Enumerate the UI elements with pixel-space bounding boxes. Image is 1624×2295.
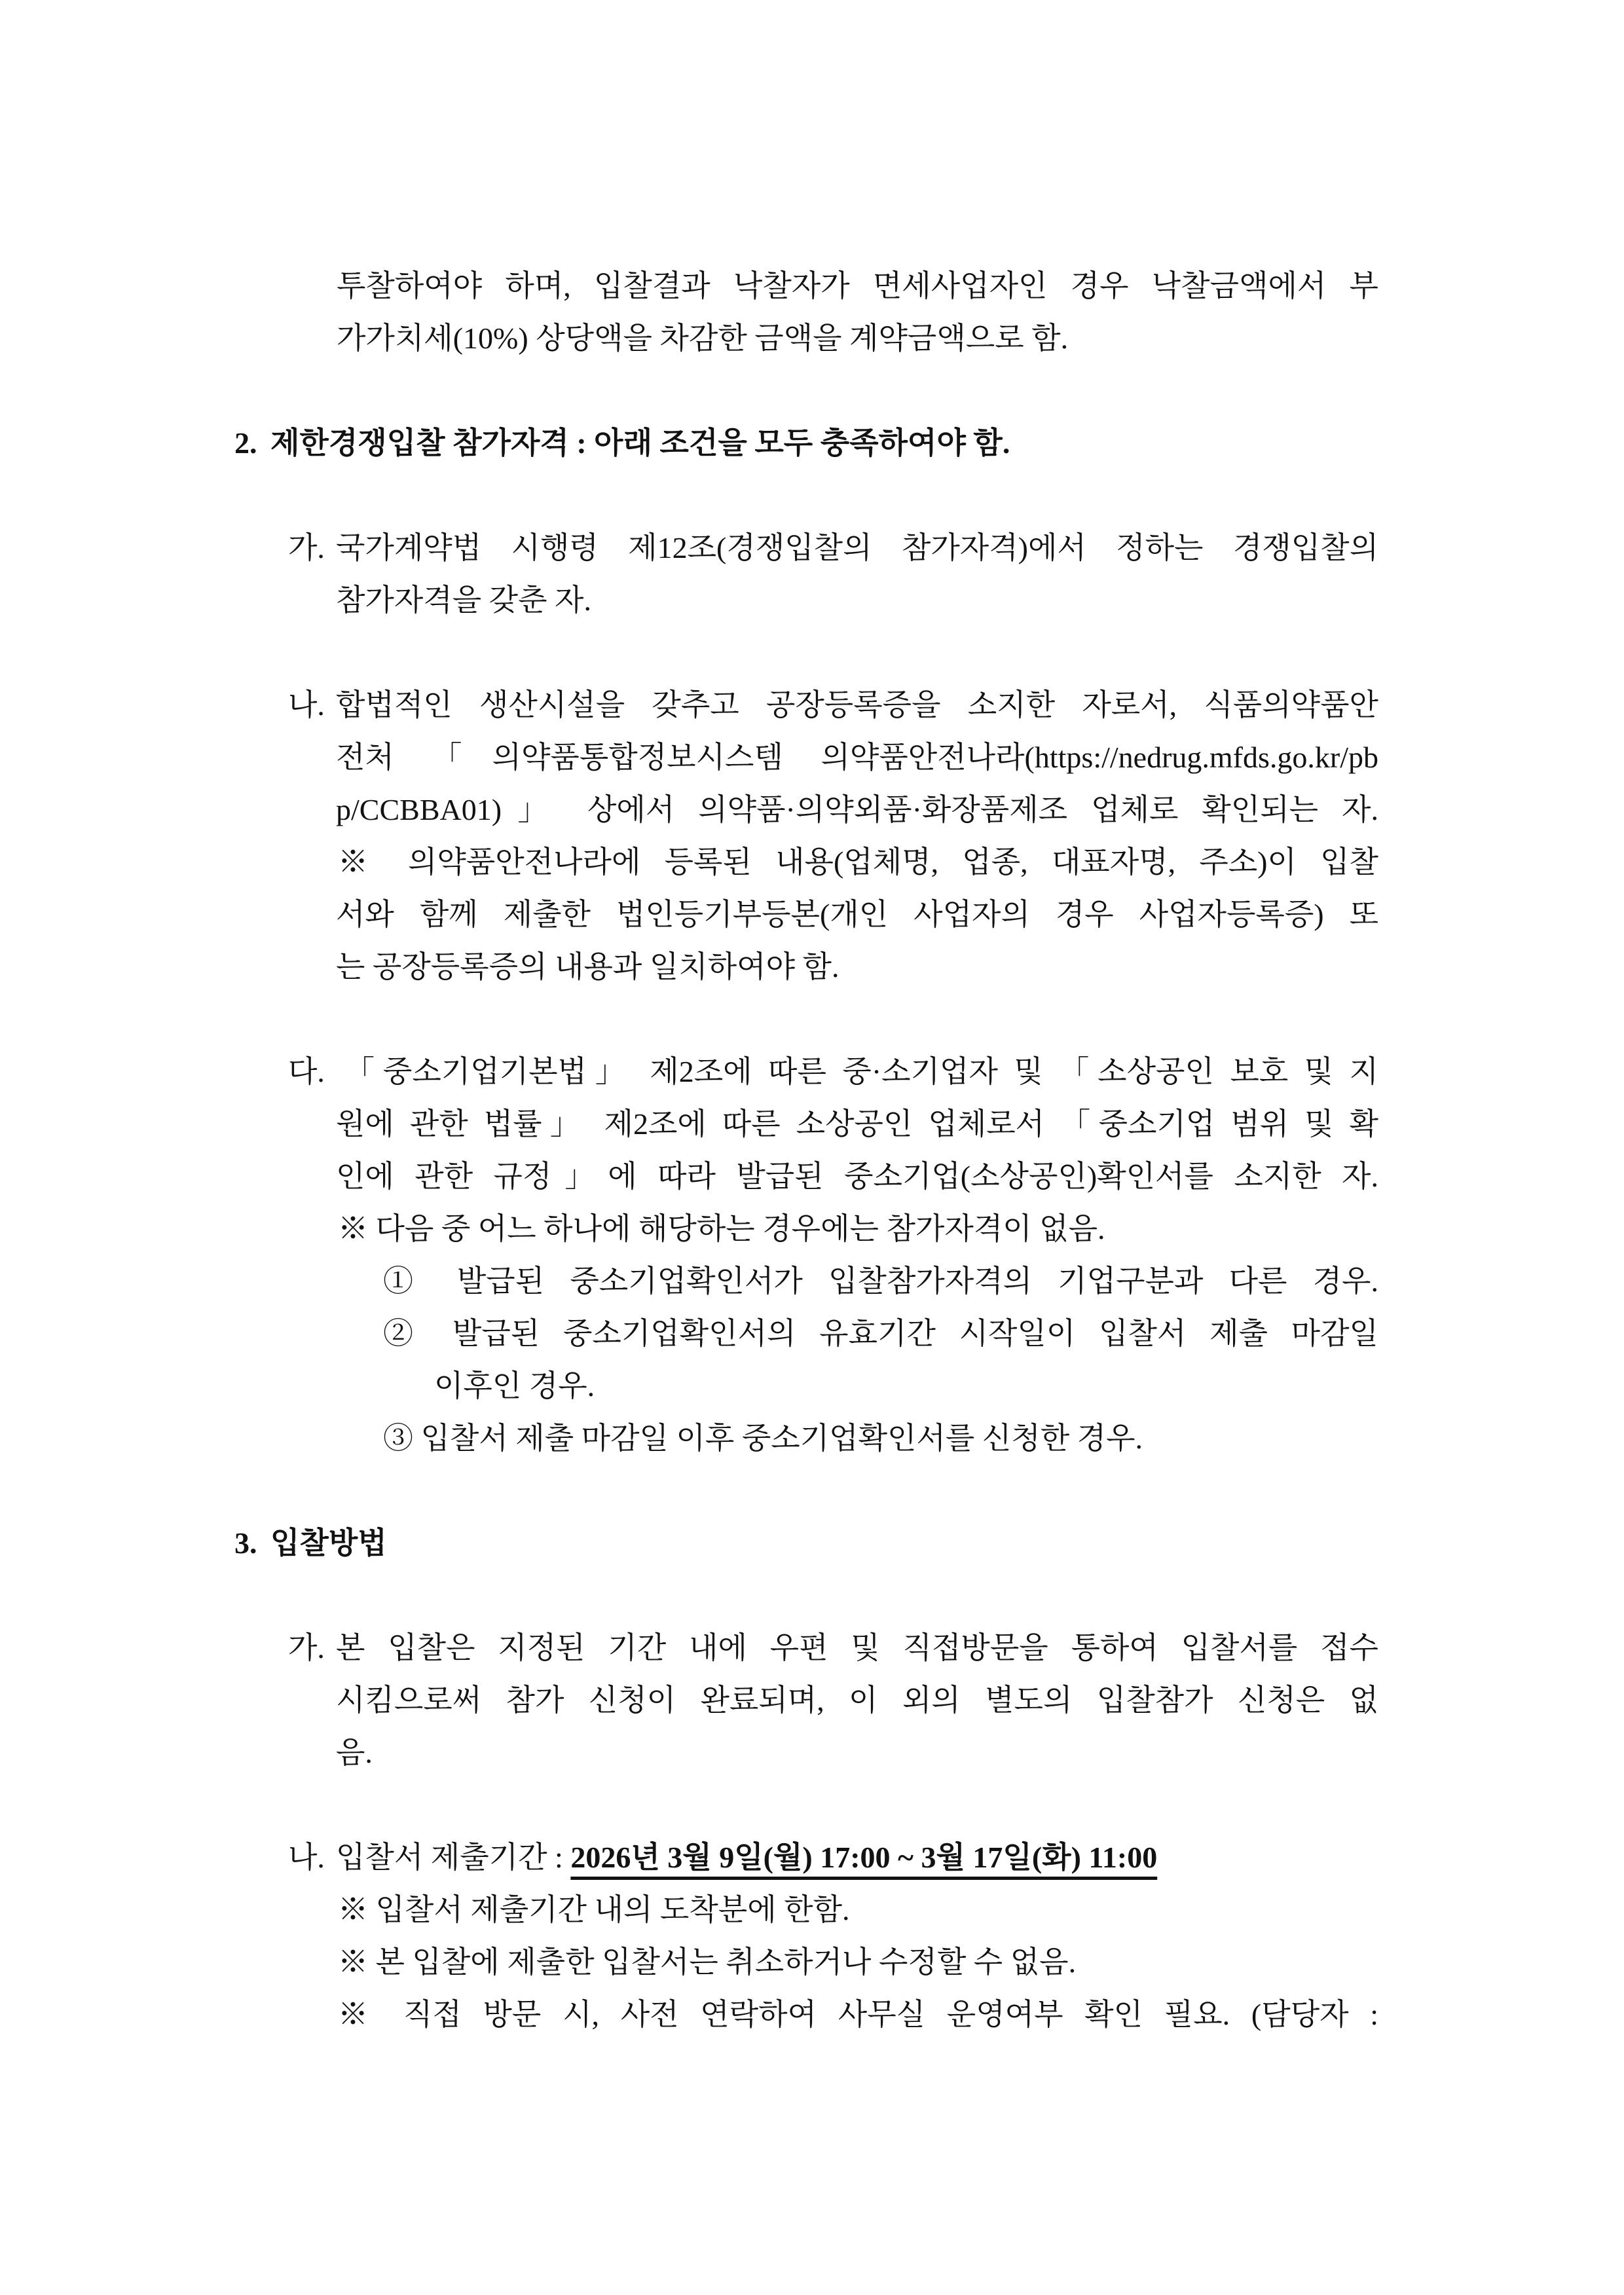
item-text: 합법적인 생산시설을 갖추고 공장등록증을 소지한 자로서, 식품의약품안 [336,688,1378,722]
circled-item-line: 이후인 경우. [434,1369,595,1403]
note-line: ※ 직접 방문 시, 사전 연락하여 사무실 운영여부 확인 필요. (담당자 : [338,1998,1378,2031]
section-2-item-na [0,679,1378,993]
item-marker: 나. [288,1841,325,1874]
item-line: 참가자격을 갖춘 자. [336,583,591,617]
item-line [288,1831,1378,1884]
note-line: ※ 의약품안전나라에 등록된 내용(업체명, 업종, 대표자명, 주소)이 입찰 [338,845,1378,879]
section-2-item-ga [0,522,1378,627]
item-line: 전처 「의약품통합정보시스템 의약품안전나라(https://nedrug.mfds.go.kr/pb [336,741,1378,774]
section-title: 입찰방법 [270,1526,387,1560]
section-3-item-na [0,1831,1378,2041]
carryover-paragraph [0,260,1378,365]
circled-item-line: ③ 입찰서 제출 마감일 이후 중소기업확인서를 신청한 경우. [383,1422,1143,1455]
note-line: ※ 입찰서 제출기간 내의 도착분에 한함. [338,1893,850,1926]
section-number: 2. [234,426,257,460]
paragraph-line: 투찰하여야 하며, 입찰결과 낙찰자가 면세사업자인 경우 낙찰금액에서 부 [337,269,1378,303]
item-line [288,1046,1378,1098]
submission-period-label: 입찰서 제출기간 : [336,1841,571,1874]
item-line: 음. [336,1736,373,1769]
submission-period-value: 2026년 3월 9일(월) 17:00 ~ 3월 17일(화) 11:00 [570,1841,1158,1874]
item-marker: 가. [288,531,325,564]
item-line: 시킴으로써 참가 신청이 완료되며, 이 외의 별도의 입찰참가 신청은 없 [336,1683,1378,1717]
item-marker: 가. [288,1631,325,1664]
item-text: 국가계약법 시행령 제12조(경쟁입찰의 참가자격)에서 정하는 경쟁입찰의 [336,531,1378,564]
item-marker: 다. [288,1055,325,1088]
heading-line [234,417,1624,469]
section-3-item-ga [0,1622,1378,1779]
item-text: 「중소기업기본법」 제2조에 따른 중·소기업자 및 「소상공인 보호 및 지 [336,1055,1378,1088]
note-line: 는 공장등록증의 내용과 일치하여야 함. [336,950,840,983]
item-line [288,1622,1378,1674]
item-line [288,522,1378,574]
section-2-item-da [0,1046,1378,1465]
item-marker: 나. [288,688,325,722]
item-line [288,679,1378,731]
section-title: 제한경쟁입찰 참가자격 : 아래 조건을 모두 충족하여야 함. [270,426,1010,460]
item-line: p/CCBBA01)」 상에서 의약품·의약외품·화장품제조 업체로 확인되는 자. [336,793,1378,826]
note-line: ※ 다음 중 어느 하나에 해당하는 경우에는 참가자격이 없음. [338,1212,1105,1245]
item-line: 원에 관한 법률」 제2조에 따른 소상공인 업체로서 「중소기업 범위 및 확 [336,1107,1378,1141]
item-text: 본 입찰은 지정된 기간 내에 우편 및 직접방문을 통하여 입찰서를 접수 [336,1631,1378,1664]
circled-item-line: ① 발급된 중소기업확인서가 입찰참가자격의 기업구분과 다른 경우. [383,1264,1378,1298]
note-line: ※ 본 입찰에 제출한 입찰서는 취소하거나 수정할 수 없음. [338,1945,1077,1979]
section-number: 3. [234,1526,257,1560]
heading-line [234,1517,1624,1570]
paragraph-line: 가가치세(10%) 상당액을 차감한 금액을 계약금액으로 함. [337,321,1069,355]
note-line: 서와 함께 제출한 법인등기부등본(개인 사업자의 경우 사업자등록증) 또 [336,898,1378,931]
item-line: 인에 관한 규정」에 따라 발급된 중소기업(소상공인)확인서를 소지한 자. [336,1160,1378,1193]
section-3-heading [0,1517,1624,1570]
circled-item-line: ② 발급된 중소기업확인서의 유효기간 시작일이 입찰서 제출 마감일 [383,1317,1378,1350]
section-2-heading [0,417,1624,469]
